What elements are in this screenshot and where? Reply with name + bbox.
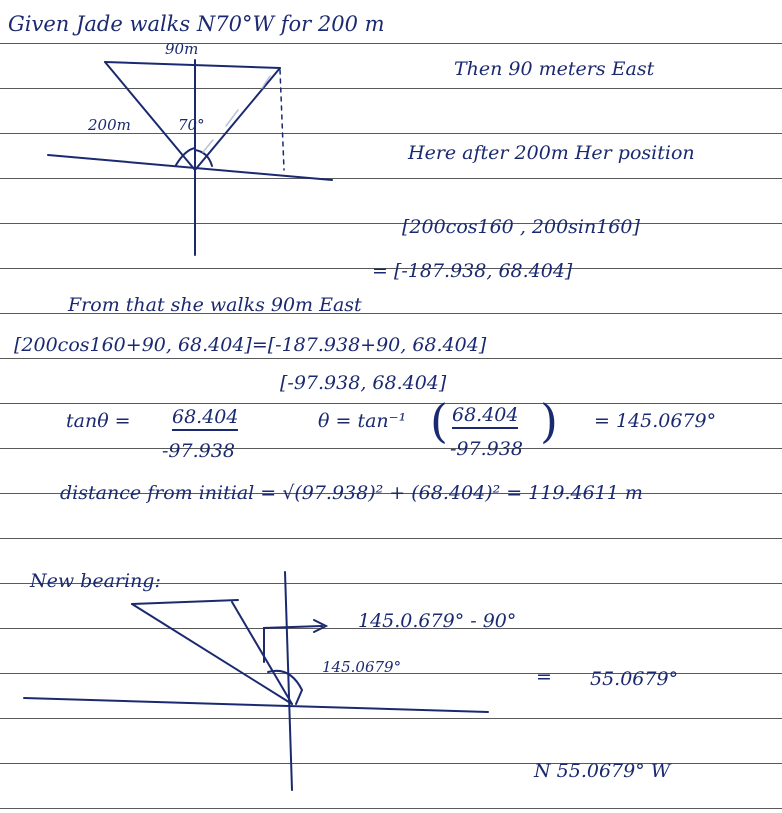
final-bearing: N 55.0679° W [534, 760, 671, 782]
position-note: Here after 200m Her position [408, 142, 695, 164]
equals-sign: = [536, 666, 552, 688]
theta-label: θ = tan⁻¹ [318, 410, 407, 432]
subtraction-expression: 145.0.679° - 90° [358, 610, 517, 632]
sum-result: [-97.938, 68.404] [280, 372, 447, 394]
subtraction-result: 55.0679° [590, 668, 679, 690]
given-statement: Given Jade walks N70°W for 200 m [8, 12, 385, 36]
new-bearing-heading: New bearing: [30, 570, 161, 592]
close-paren: ) [540, 394, 558, 448]
then-east-note: Then 90 meters East [454, 58, 655, 80]
angle-label-145: 145.0679° [322, 658, 402, 676]
sum-expression: [200cos160+90, 68.404]=[-187.938+90, 68.404] [14, 334, 487, 356]
side-label-200m: 200m [88, 116, 131, 134]
tan-numerator: 68.404 [172, 408, 238, 431]
tan-label: tanθ = [66, 410, 131, 432]
theta-denominator: -97.938 [450, 438, 523, 460]
distance-line: distance from initial = √(97.938)² + (68.404)² = 119.4611 m [60, 482, 643, 504]
position-values: = [-187.938, 68.404] [372, 260, 573, 282]
position-expression: [200cos160 , 200sin160] [402, 216, 640, 238]
theta-numerator: 68.404 [452, 406, 518, 429]
theta-result: = 145.0679° [594, 410, 717, 432]
side-label-90m: 90m [165, 40, 199, 58]
walks-east-note: From that she walks 90m East [68, 294, 362, 316]
angle-label-70: 70° [178, 116, 205, 134]
open-paren: ( [430, 394, 448, 448]
tan-denominator: -97.938 [162, 440, 235, 462]
